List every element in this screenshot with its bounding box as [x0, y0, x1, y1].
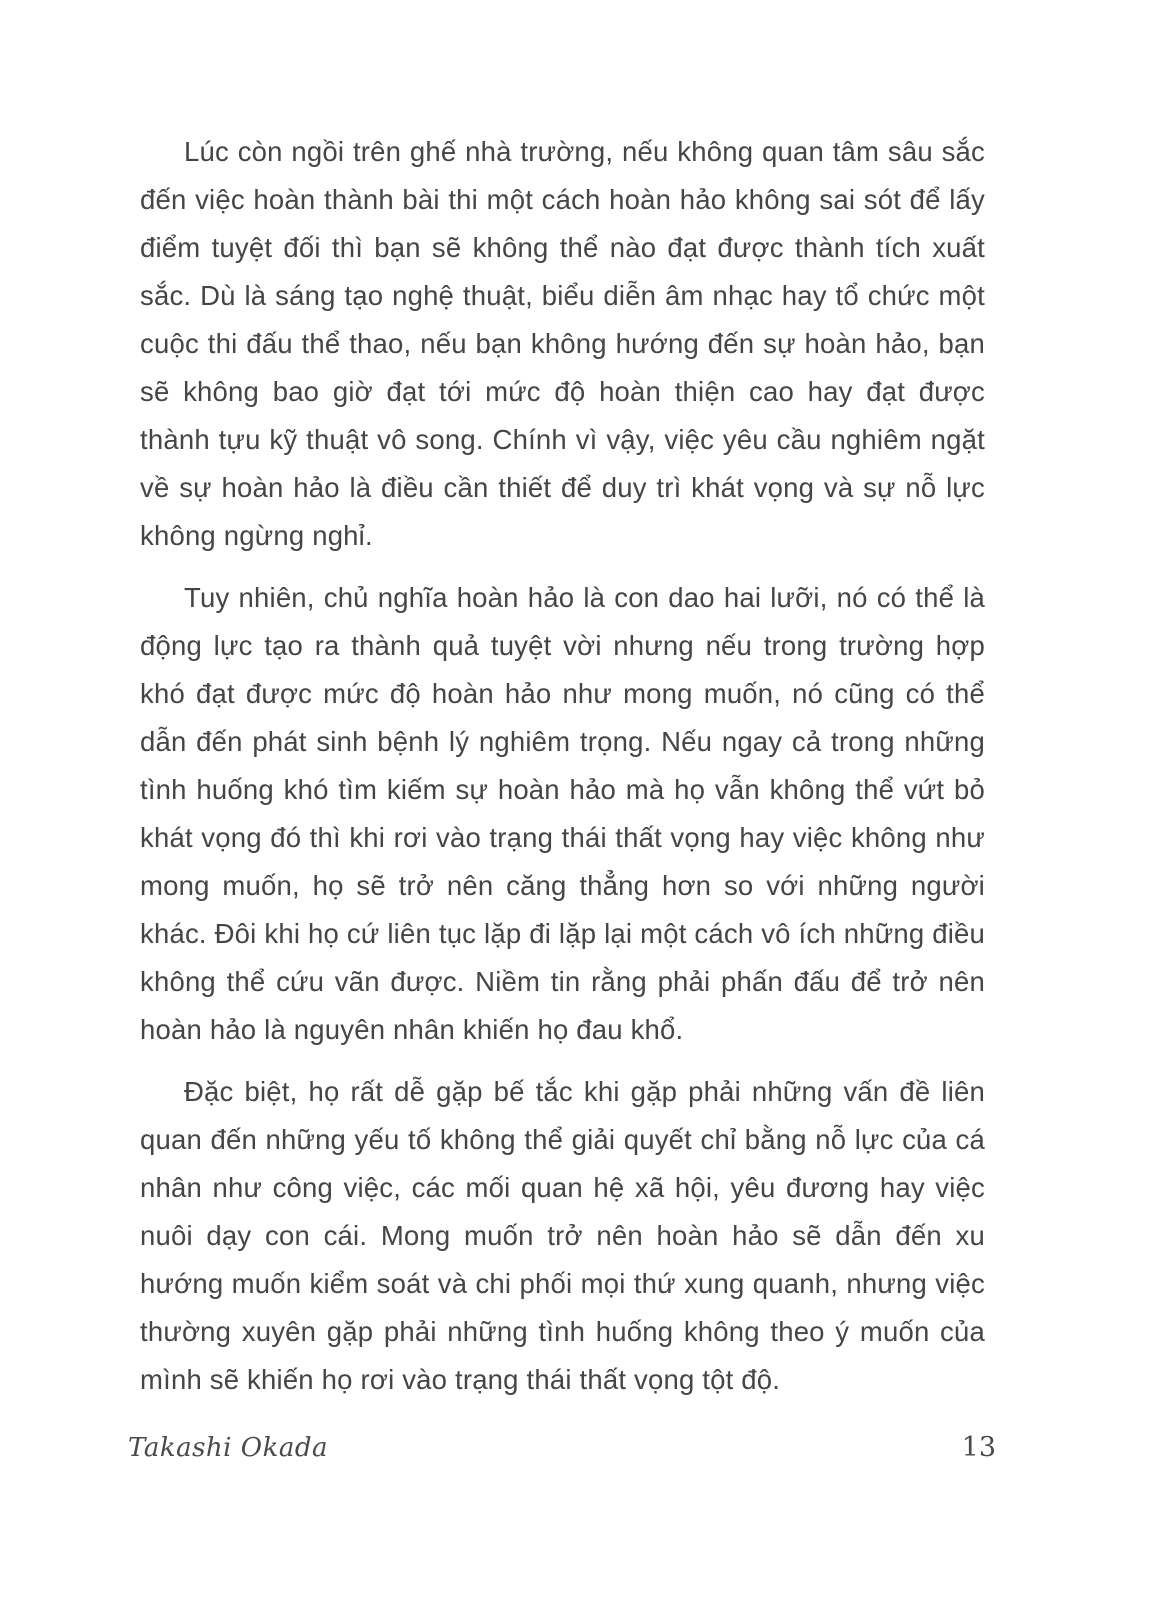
paragraph-2: Tuy nhiên, chủ nghĩa hoàn hảo là con dao hai lưỡi, nó có thể là động lực tạo ra thành quả tuyệt vời nhưng nếu trong trường hợp khó đạt được mức độ hoàn hảo như mong muốn, nó cũng có thể dẫn đến phát sinh bệnh lý nghiêm trọng. Nếu ngay cả trong những tình huống khó tìm kiếm sự hoàn hảo mà họ vẫn không thể vứt bỏ khát vọng đó thì khi rơi vào trạng thái thất vọng hay việc không như mong muốn, họ sẽ trở nên căng thẳng hơn so với những người khác. Đôi khi họ cứ liên tục lặp đi lặp lại một cách vô ích những điều không thể cứu vãn được. Niềm tin rằng phải phấn đấu để trở nên hoàn hảo là nguyên nhân khiến họ đau khổ.: [140, 582, 985, 1045]
page-footer: [128, 1432, 996, 1463]
body-text: [140, 128, 985, 1418]
footer-author: Takashi Okada: [128, 1433, 328, 1463]
footer-page-number: 13: [961, 1432, 996, 1463]
paragraph-1: Lúc còn ngồi trên ghế nhà trường, nếu không quan tâm sâu sắc đến việc hoàn thành bài thi một cách hoàn hảo không sai sót để lấy điểm tuyệt đối thì bạn sẽ không thể nào đạt được thành tích xuất sắc. Dù là sáng tạo nghệ thuật, biểu diễn âm nhạc hay tổ chức một cuộc thi đấu thể thao, nếu bạn không hướng đến sự hoàn hảo, bạn sẽ không bao giờ đạt tới mức độ hoàn thiện cao hay đạt được thành tựu kỹ thuật vô song. Chính vì vậy, việc yêu cầu nghiêm ngặt về sự hoàn hảo là điều cần thiết để duy trì khát vọng và sự nỗ lực không ngừng nghỉ.: [140, 136, 985, 551]
paragraph-3: Đặc biệt, họ rất dễ gặp bế tắc khi gặp phải những vấn đề liên quan đến những yếu tố không thể giải quyết chỉ bằng nỗ lực của cá nhân như công việc, các mối quan hệ xã hội, yêu đương hay việc nuôi dạy con cái. Mong muốn trở nên hoàn hảo sẽ dẫn đến xu hướng muốn kiểm soát và chi phối mọi thứ xung quanh, nhưng việc thường xuyên gặp phải những tình huống không theo ý muốn của mình sẽ khiến họ rơi vào trạng thái thất vọng tột độ.: [140, 1076, 985, 1395]
